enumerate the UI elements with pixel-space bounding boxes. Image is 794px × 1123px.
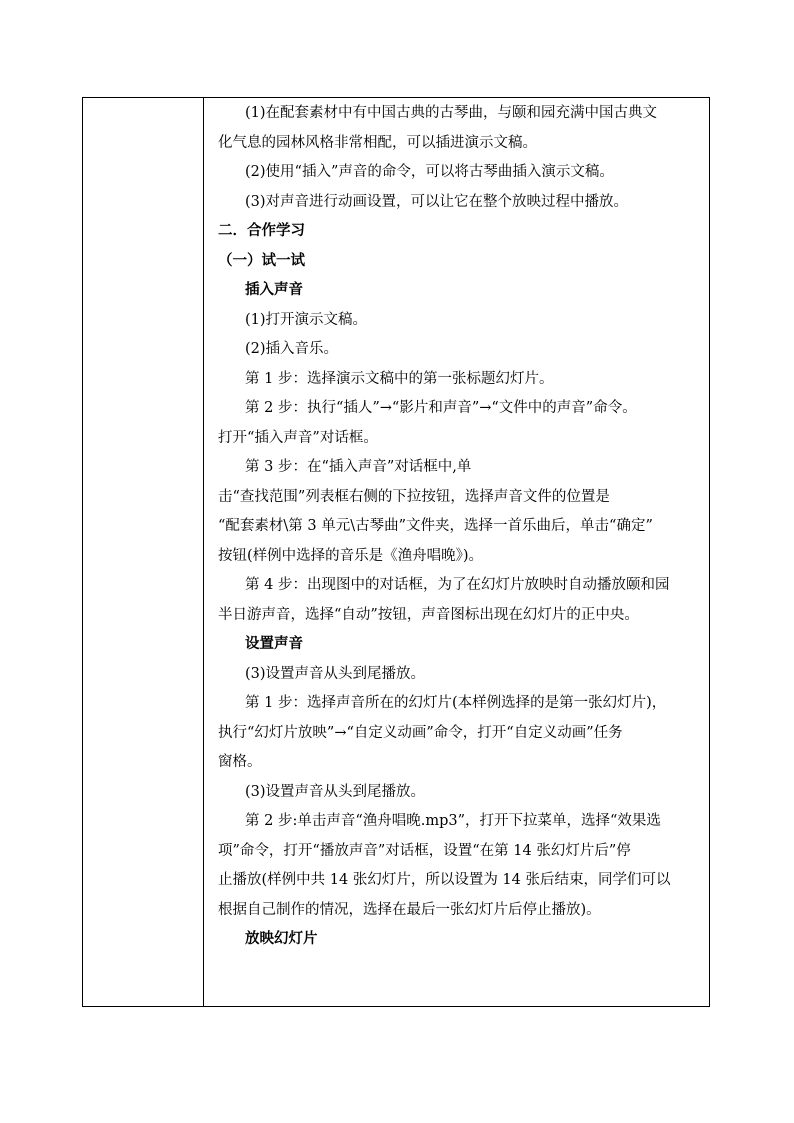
text-line: 击“查找范围”列表框右侧的下拉按钮，选择声音文件的位置是 <box>218 488 610 505</box>
text-line: 第 4 步：出现图中的对话框，为了在幻灯片放映时自动播放颐和园 <box>245 577 670 593</box>
text-line: (1)在配套素材中有中国古典的古琴曲，与颐和园充满中国古典文 <box>245 105 658 121</box>
section-heading: （一）试一试 <box>218 252 305 269</box>
text-line: 半日游声音，选择“自动”按钮，声音图标出现在幻灯片的正中央。 <box>218 606 639 623</box>
text-line: (2)使用“插入”声音的命令，可以将古琴曲插入演示文稿。 <box>245 164 614 180</box>
text-line: 第 3 步：在“插入声音”对话框中,单 <box>245 459 472 475</box>
document-table <box>82 97 710 1007</box>
text-line: (3)设置声音从头到尾播放。 <box>245 665 426 682</box>
text-line: 第 2 步:单击声音“渔舟唱晚.mp3”，打开下拉菜单，选择“效果选 <box>245 813 661 829</box>
text-line: (3)对声音进行动画设置，可以让它在整个放映过程中播放。 <box>245 193 629 210</box>
text-line: 化气息的园林风格非常相配，可以插进演示文稿。 <box>218 134 537 151</box>
text-line: 项”命令，打开“播放声音”对话框，设置“在第 14 张幻灯片后”停 <box>218 842 631 859</box>
subsection-heading: 设置声音 <box>245 636 303 652</box>
text-line: 按钮(样例中选择的音乐是《渔舟唱晚》)。 <box>218 547 484 564</box>
text-line: 窗格。 <box>218 754 262 770</box>
text-line: “配套素材\第 3 单元\古琴曲”文件夹，选择一首乐曲后，单击“确定” <box>218 518 653 534</box>
text-line: 第 2 步：执行“插人”→“影片和声音”→“文件中的声音”命令。 <box>245 400 637 416</box>
text-line: 根据自己制作的情况，选择在最后一张幻灯片后停止播放)。 <box>218 901 601 918</box>
text-line: (3)设置声音从头到尾播放。 <box>245 783 426 800</box>
table-left-cell <box>83 98 204 1006</box>
text-line: 执行“幻灯片放映”→“自定义动画”命令，打开“自定义动画”任务 <box>218 724 623 741</box>
subsection-heading: 放映幻灯片 <box>245 931 318 947</box>
text-line: 打开“插入声音”对话框。 <box>218 429 378 446</box>
table-content-cell <box>204 98 709 1006</box>
text-line: (2)插入音乐。 <box>245 341 339 357</box>
text-line: 止播放(样例中共 14 张幻灯片，所以设置为 14 张后结束，同学们可以 <box>218 872 671 888</box>
section-heading: 二．合作学习 <box>218 223 305 239</box>
text-line: 第 1 步：选择演示文稿中的第一张标题幻灯片。 <box>245 370 554 387</box>
text-line: (1)打开演示文稿。 <box>245 311 368 328</box>
text-line: 第 1 步：选择声音所在的幻灯片(本样例选择的是第一张幻灯片)， <box>245 695 667 711</box>
subsection-heading: 插入声音 <box>245 282 303 298</box>
